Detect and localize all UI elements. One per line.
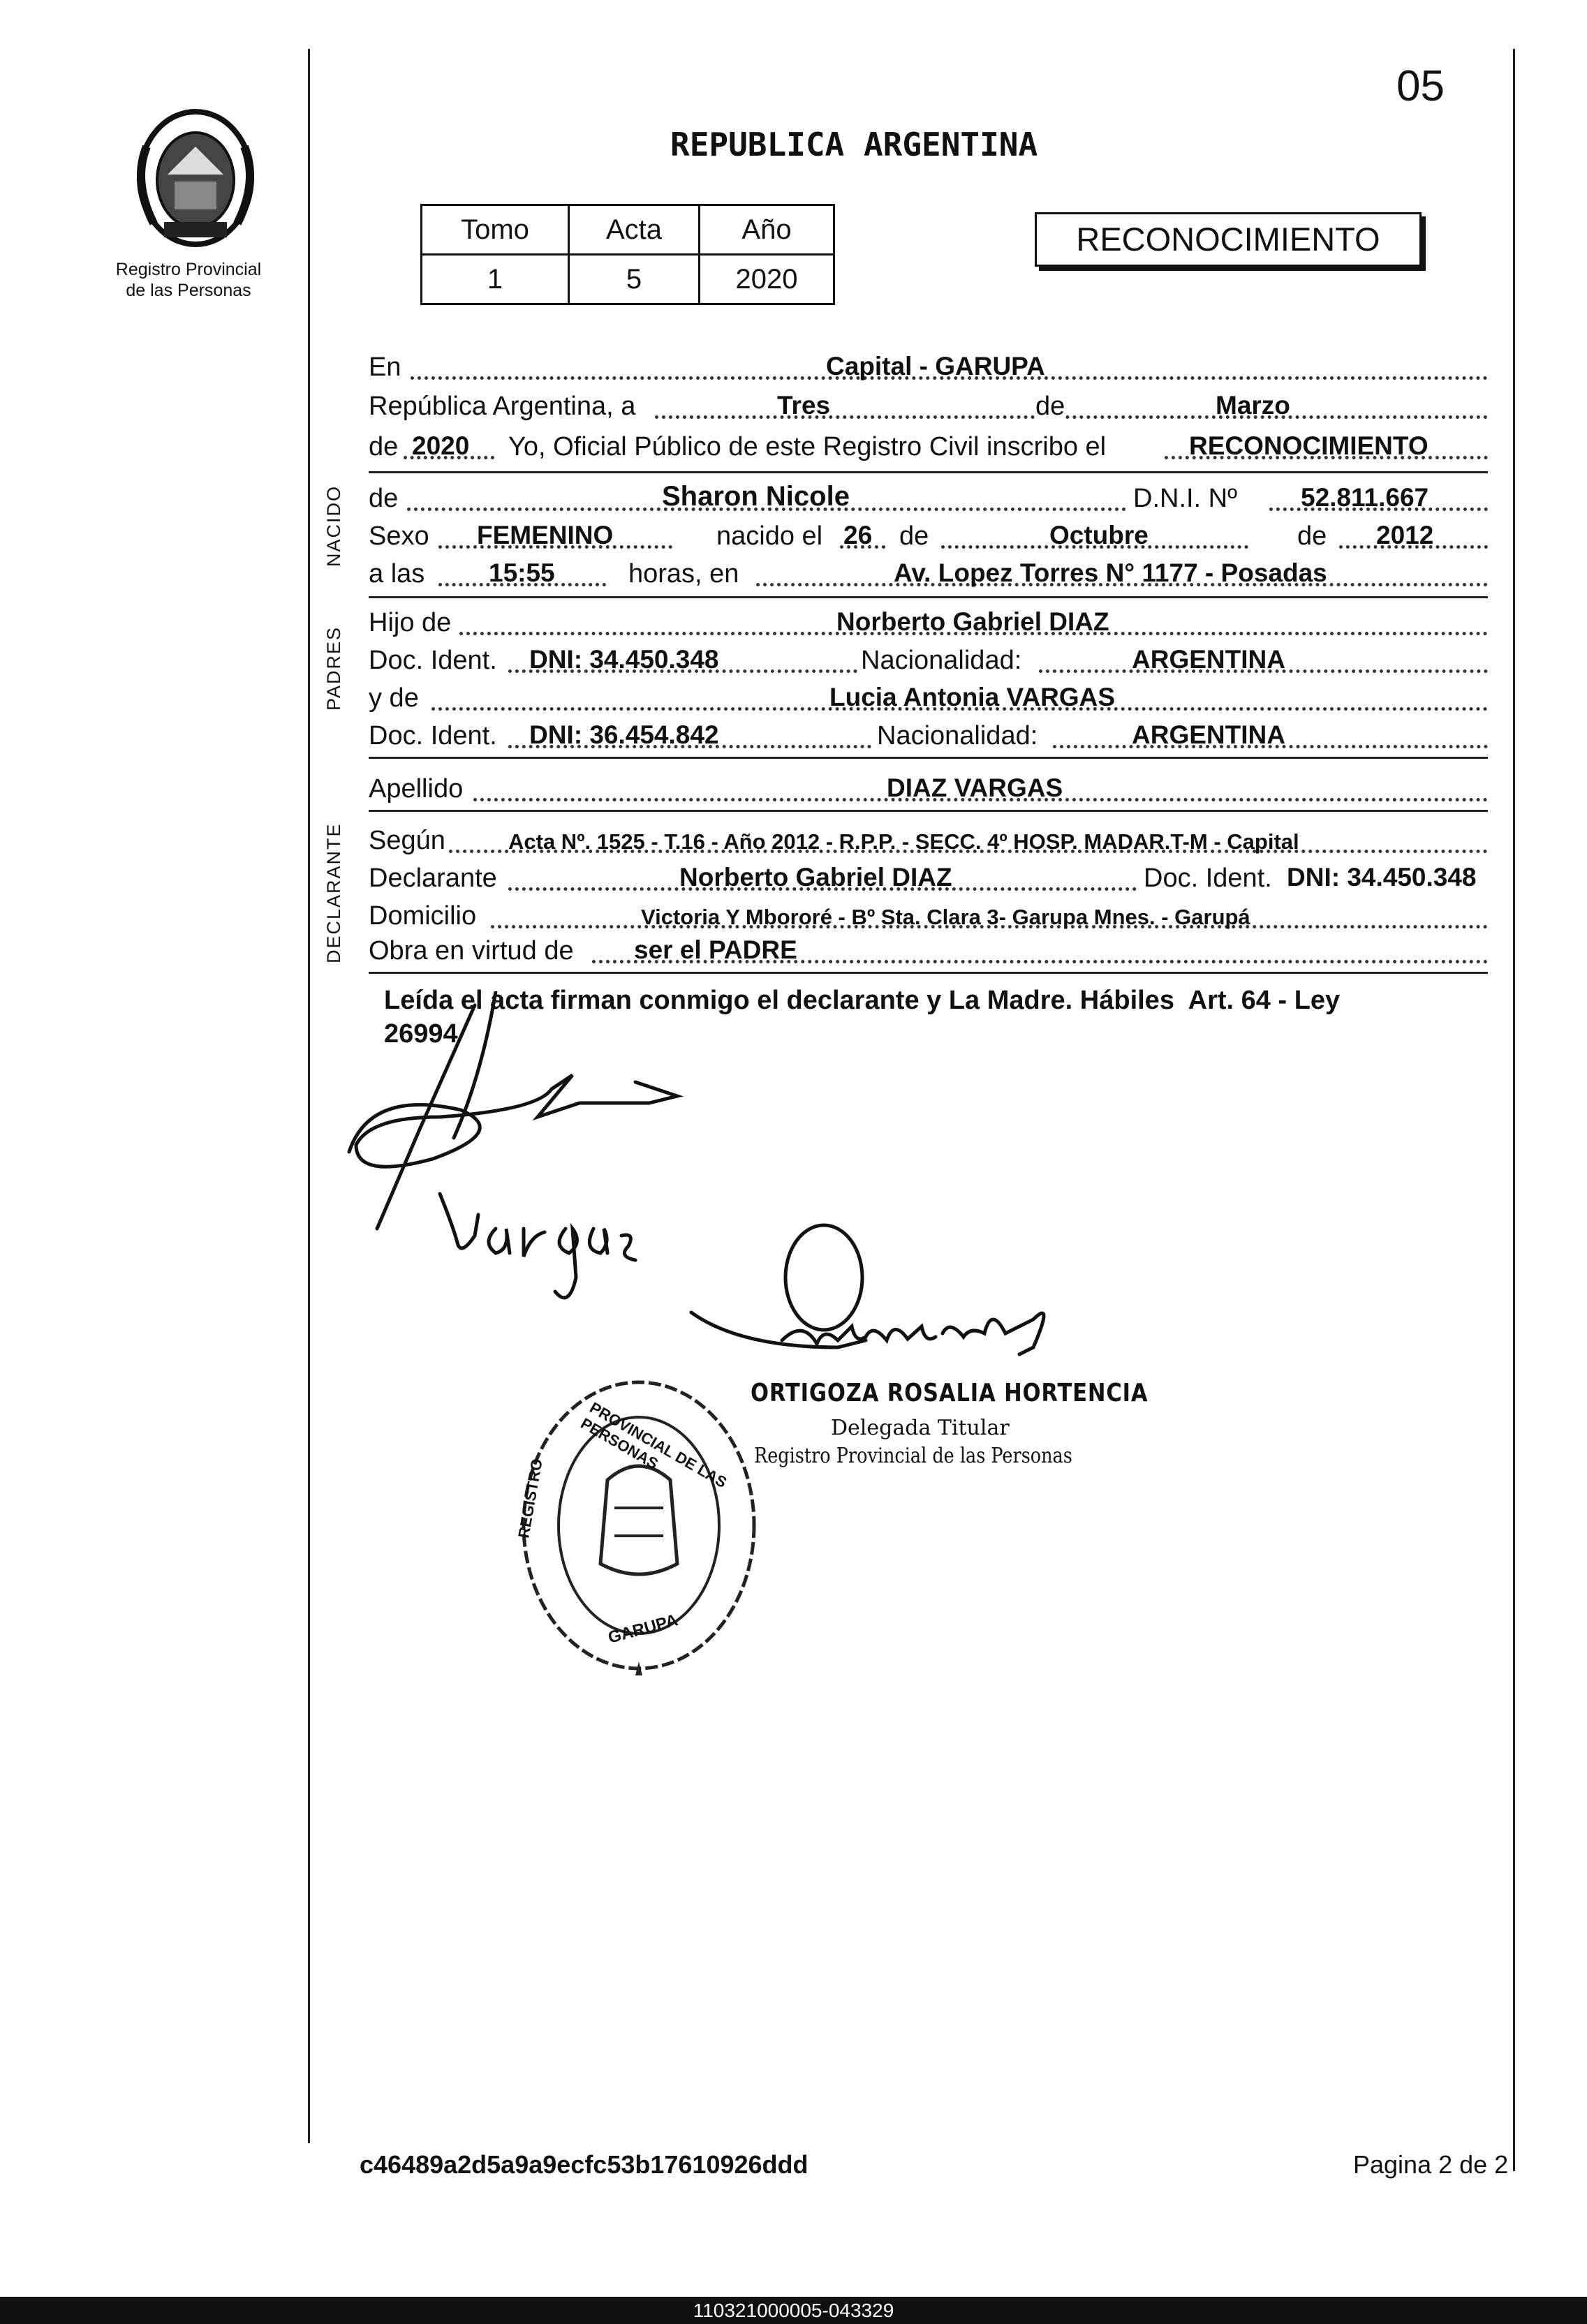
republica-label: República Argentina, a [369,392,636,421]
domicilio-label: Domicilio [369,901,477,931]
section-divider-4 [369,810,1488,812]
left-margin-line [308,49,310,2143]
month-word: Marzo [1216,391,1290,420]
official-title: Delegada Titular [831,1416,1010,1440]
row-doc-padre [369,642,1488,677]
doc3-label: Doc. Ident. [1144,864,1272,893]
doc3-value: DNI: 34.450.348 [1287,863,1477,891]
nac2-value: ARGENTINA [1132,720,1285,749]
hijo-label: Hijo de [369,608,452,637]
act-value: RECONOCIMIENTO [1189,431,1429,460]
row-doc-madre [369,718,1488,753]
row-segun [369,822,1488,857]
page-number: 05 [1396,62,1445,110]
stamp-left-text: REGISTRO [515,1457,546,1540]
doc2-value: DNI: 36.454.842 [529,720,719,749]
act-type-label: RECONOCIMIENTO [1076,221,1380,258]
anio-value: 2020 [700,255,834,304]
doc1-value: DNI: 34.450.348 [529,645,719,674]
apellido-label: Apellido [369,774,464,804]
row-en [369,349,1488,384]
side-label-padres: PADRES [323,626,344,711]
segun-value: Acta Nº. 1525 - T.16 - Año 2012 - R.P.P. - SECC. 4º HOSP. MADAR.T-M - Capital [508,829,1299,854]
side-label-nacido: NACIDO [323,484,344,567]
tomo-value: 1 [422,255,569,304]
official-signature [684,1222,1075,1382]
section-divider-5 [369,972,1488,974]
row-hora [369,556,1488,591]
en-label: En [369,353,401,382]
declarante-value: Norberto Gabriel DIAZ [679,863,952,891]
right-margin-line [1513,49,1515,2171]
name-label: de [369,484,399,513]
row-madre [369,680,1488,715]
obra-value: ser el PADRE [634,935,797,964]
document-title: REPUBLICA ARGENTINA [670,126,1038,163]
time-value: 15:55 [489,558,555,587]
section-divider-3 [369,757,1488,759]
doc2-label: Doc. Ident. [369,721,497,750]
section-divider-2 [369,596,1488,598]
en-value: Capital - GARUPA [826,352,1045,380]
section-divider-1 [369,471,1488,473]
document-hash: c46489a2d5a9a9ecfc53b17610926ddd [360,2150,809,2179]
sexo-label: Sexo [369,521,429,551]
birth-day: 26 [843,521,873,549]
row-apellido [369,771,1488,806]
yde-label: y de [369,683,419,713]
closing-text-line1: Leída el acta firman conmigo el declarante y La Madre. Hábiles Art. 64 - Ley [384,986,1341,1015]
doc1-label: Doc. Ident. [369,646,497,675]
dni-label: D.N.I. Nº [1133,484,1237,513]
mother-value: Lucia Antonia VARGAS [829,683,1116,711]
page-label: Pagina 2 de 2 [1353,2150,1509,2179]
nac2-label: Nacionalidad: [877,721,1038,750]
place-value: Av. Lopez Torres N° 1177 - Posadas [894,558,1327,587]
stamp-ring-text: PROVINCIAL DE LAS PERSONAS [577,1398,730,1492]
anio-header: Año [700,205,834,255]
acta-header: Acta [569,205,700,255]
oficial-text: Yo, Oficial Público de este Registro Civil inscribo el [508,432,1107,461]
row-fecha [369,388,1488,423]
row-padre [369,605,1488,639]
nac1-label: Nacionalidad: [861,646,1022,675]
name-value: Sharon Nicole [662,481,850,512]
registry-name-line2: de las Personas [126,281,251,300]
row-obra [369,933,1488,968]
barcode-text: 110321000005-043329 [693,2300,894,2321]
day-word: Tres [777,391,831,420]
apellido-value: DIAZ VARGAS [887,774,1063,802]
official-name: ORTIGOZA ROSALIA HORTENCIA [751,1379,1149,1407]
stamp-bottom-text: GARUPA [606,1611,680,1648]
domicilio-value: Victoria Y Mbororé - Bº Sta. Clara 3- Garupa Mnes. - Garupá [641,905,1250,929]
misiones-coat-of-arms [126,105,265,251]
year-value: 2020 [412,431,470,460]
horas-label: horas, en [628,559,739,589]
registry-name-line1: Registro Provincial [115,260,262,279]
obra-label: Obra en virtud de [369,936,574,965]
record-table [420,204,835,305]
official-office: Registro Provincial de las Personas [754,1444,1072,1468]
dni-value: 52.811.667 [1301,483,1429,512]
row-nombre [369,480,1488,515]
birth-month: Octubre [1049,521,1149,549]
birth-de1: de [899,521,929,551]
side-label-declarante: DECLARANTE [323,822,344,963]
row-declarante [369,860,1488,895]
sexo-value: FEMENINO [477,521,614,549]
row-sexo [369,518,1488,553]
nac1-value: ARGENTINA [1132,645,1285,674]
birth-year: 2012 [1376,521,1434,549]
mother-signature [419,1187,642,1326]
tomo-header: Tomo [422,205,569,255]
nacido-label: nacido el [716,521,823,551]
alas-label: a las [369,559,425,589]
father-value: Norberto Gabriel DIAZ [836,607,1109,636]
declarante-label: Declarante [369,864,497,893]
official-stamp [503,1368,775,1689]
segun-label: Según [369,826,445,855]
de-label: de [1035,392,1065,421]
act-type-box [1035,212,1422,267]
row-oficial [369,429,1488,464]
acta-value: 5 [569,255,700,304]
barcode-strip [0,2297,1587,2324]
year-prefix: de [369,432,399,461]
row-domicilio [369,898,1488,933]
birth-de2: de [1297,521,1327,551]
closing-text-line2: 26994 [384,1019,458,1049]
